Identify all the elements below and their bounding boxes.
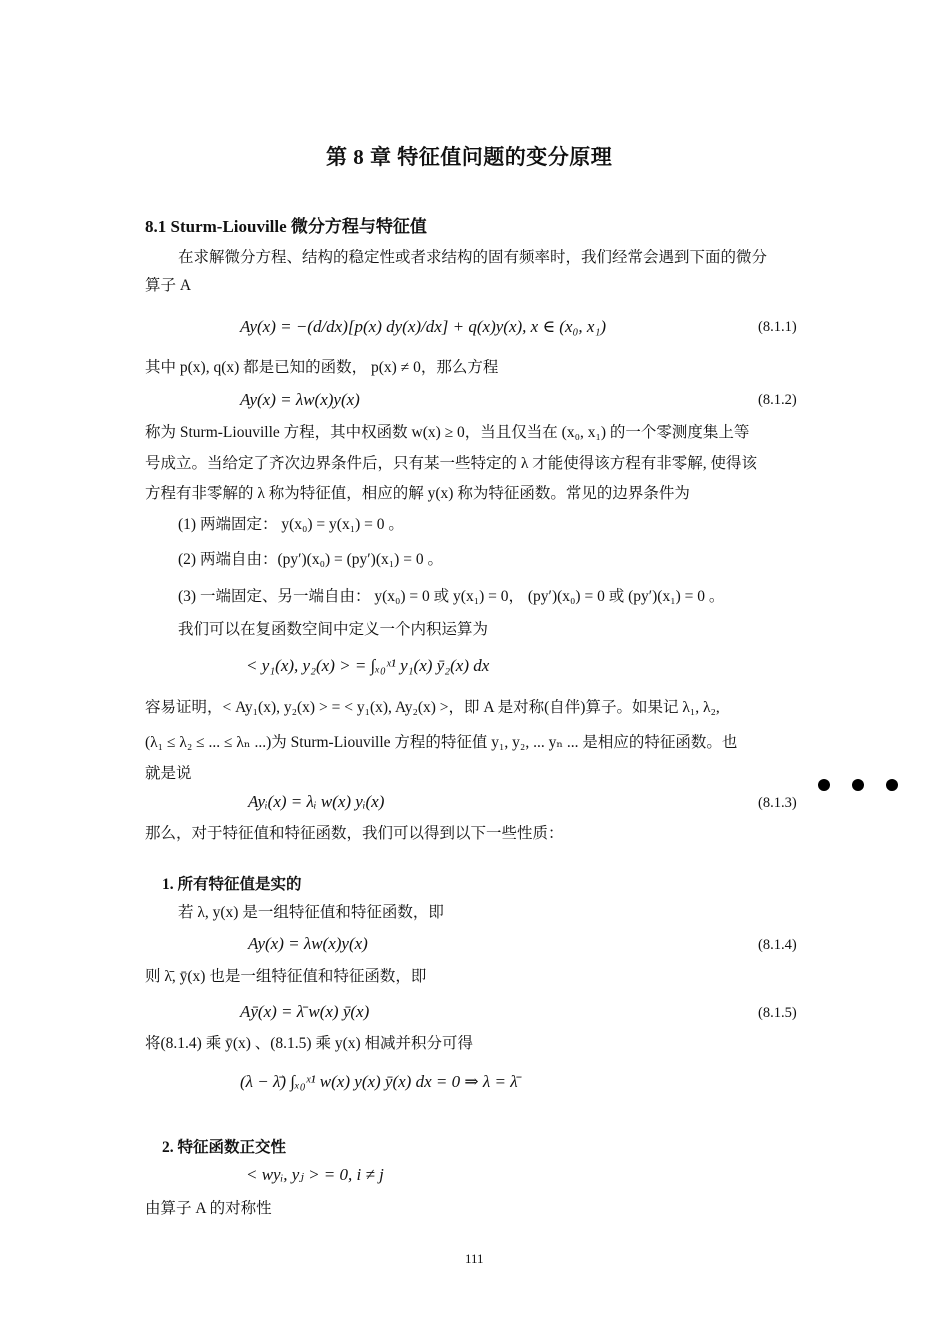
dot-icon <box>852 779 864 791</box>
equation-inner-product: < y₁(x), y₂(x) > = ∫ₓ₀ˣ¹ y₁(x) ȳ₂(x) dx <box>246 656 490 675</box>
paragraph-sl-line1: 称为 Sturm-Liouville 方程，其中权函数 w(x) ≥ 0，当且仅当在 (x₀, x₁) 的一个零测度集上等 <box>145 424 750 441</box>
paragraph-sl-line3: 方程有非零解的 λ 称为特征值，相应的解 y(x) 称为特征函数。常见的边界条件为 <box>145 485 690 502</box>
property1-line3: 将(8.1.4) 乘 ȳ(x) 、(8.1.5) 乘 y(x) 相减并积分可得 <box>145 1035 474 1052</box>
section-heading: 8.1 Sturm-Liouville 微分方程与特征值 <box>145 217 427 236</box>
equation-number: (8.1.1) <box>758 319 797 335</box>
paragraph-symmetry-line1: 容易证明，< Ay₁(x), y₂(x) > = < y₁(x), Ay₂(x) >，即 A 是对称(自伴)算子。如果记 λ₁, λ₂, <box>145 699 720 716</box>
equation-8-1-2: Ay(x) = λw(x)y(x) <box>240 390 360 409</box>
equation-8-1-4: Ay(x) = λw(x)y(x) <box>248 934 368 953</box>
property-heading-2: 2. 特征函数正交性 <box>162 1139 287 1156</box>
equation-number: (8.1.3) <box>758 795 797 811</box>
paragraph-intro-line2: 算子 A <box>145 277 192 294</box>
equation-8-1-5: Aȳ(x) = λ̄ w(x) ȳ(x) <box>240 1002 370 1021</box>
paragraph-symmetry-line3: 就是说 <box>145 765 192 782</box>
paragraph-where: 其中 p(x), q(x) 都是已知的函数， p(x) ≠ 0，那么方程 <box>145 359 499 376</box>
paragraph-intro-line1: 在求解微分方程、结构的稳定性或者求结构的固有频率时，我们经常会遇到下面的微分 <box>178 249 768 266</box>
page-number: 111 <box>465 1251 484 1266</box>
paragraph-properties: 那么，对于特征值和特征函数，我们可以得到以下一些性质： <box>145 825 564 842</box>
boundary-condition-3: (3) 一端固定、另一端自由： y(x₀) = 0 或 y(x₁) = 0， (py′)(x₀) = 0 或 (py′)(x₁) = 0 。 <box>178 588 725 605</box>
equation-number: (8.1.5) <box>758 1005 797 1021</box>
paragraph-symmetry-line2: (λ₁ ≤ λ₂ ≤ ... ≤ λₙ ...)为 Sturm-Liouville 方程的特征值 y₁, y₂, ... yₙ ... 是相应的特征函数。也 <box>145 734 738 751</box>
equation-orthogonality: < wyᵢ, yⱼ > = 0, i ≠ j <box>246 1165 384 1184</box>
chapter-title: 第 8 章 特征值问题的变分原理 <box>326 145 613 169</box>
property1-line1: 若 λ, y(x) 是一组特征值和特征函数，即 <box>178 904 444 921</box>
dot-icon <box>886 779 898 791</box>
equation-integral-result: (λ − λ̄) ∫ₓ₀ˣ¹ w(x) y(x) ȳ(x) dx = 0 ⇒ λ = λ̄ <box>240 1072 518 1091</box>
equation-number: (8.1.2) <box>758 392 797 408</box>
dot-icon <box>818 779 830 791</box>
boundary-condition-2: (2) 两端自由：(py′)(x₀) = (py′)(x₁) = 0 。 <box>178 551 443 568</box>
paragraph-sl-line2: 号成立。当给定了齐次边界条件后，只有某一些特定的 λ 才能使得该方程有非零解, 使得该 <box>145 455 758 472</box>
property1-line2: 则 λ̄, ȳ(x) 也是一组特征值和特征函数，即 <box>145 968 427 985</box>
boundary-condition-1: (1) 两端固定： y(x₀) = y(x₁) = 0 。 <box>178 516 404 533</box>
property-heading-1: 1. 所有特征值是实的 <box>162 876 302 893</box>
ellipsis-dots-marker <box>818 779 898 791</box>
property2-line1: 由算子 A 的对称性 <box>145 1200 272 1217</box>
paragraph-inner-product: 我们可以在复函数空间中定义一个内积运算为 <box>178 621 489 638</box>
equation-8-1-3: Ayᵢ(x) = λᵢ w(x) yᵢ(x) <box>248 792 385 811</box>
equation-number: (8.1.4) <box>758 937 797 953</box>
equation-8-1-1: Ay(x) = −(d/dx)[p(x) dy(x)/dx] + q(x)y(x), x ∈ (x₀, x₁) <box>240 317 607 336</box>
